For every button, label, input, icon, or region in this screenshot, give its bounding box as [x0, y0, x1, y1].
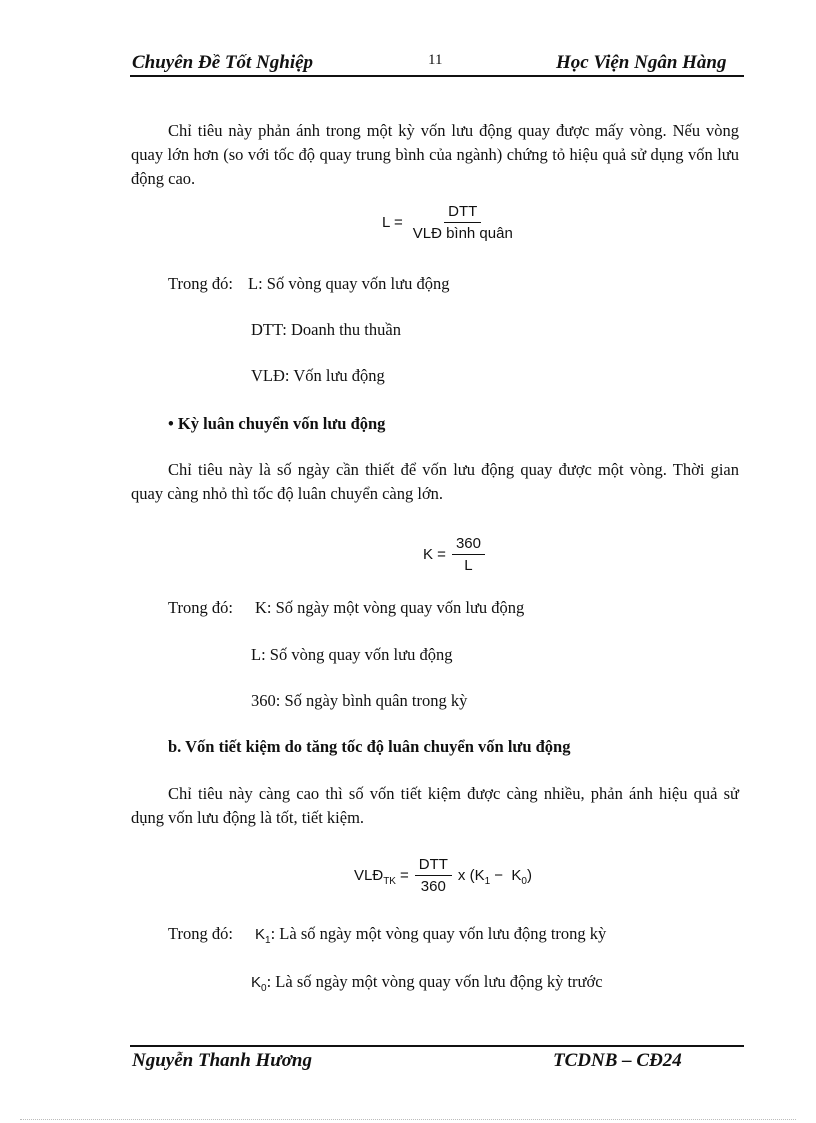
- formula-2-numerator: 360: [452, 535, 485, 555]
- formula-turnover-period: [423, 535, 491, 574]
- footer-class-code: TCDNB – CĐ24: [553, 1050, 682, 1071]
- where-3-k1-base: K: [255, 926, 266, 943]
- where-3-k0-base: K: [251, 974, 262, 991]
- formula-2-denominator: L: [464, 557, 473, 574]
- where-1-item-2: DTT: Doanh thu thuần: [251, 320, 401, 339]
- formula-3-minus: − K: [490, 867, 522, 884]
- where-2-label: Trong đó:: [168, 598, 233, 617]
- header-title-right: Học Viện Ngân Hàng: [556, 52, 727, 73]
- page-bottom-dotted-edge: [20, 1119, 796, 1120]
- bullet-heading-text: Kỳ luân chuyển vốn lưu động: [177, 414, 386, 433]
- formula-3-rhs-open: x (K: [457, 867, 485, 884]
- formula-3-rhs: [457, 867, 532, 887]
- formula-3-lhs-base: VLĐ: [354, 867, 384, 884]
- formula-3-lhs: [354, 867, 396, 887]
- where-3-item-1: [255, 924, 606, 944]
- formula-3-lhs-sub: TK: [383, 876, 396, 887]
- footer-divider: [130, 1045, 744, 1047]
- where-1-item-3: VLĐ: Vốn lưu động: [251, 366, 385, 385]
- bullet-heading: [168, 414, 385, 434]
- footer-author: Nguyễn Thanh Hương: [132, 1050, 312, 1071]
- formula-3-fraction: [415, 856, 452, 895]
- bullet-icon: •: [168, 414, 174, 433]
- formula-1-denominator: VLĐ bình quân: [412, 225, 513, 242]
- where-3-k0-text: : Là số ngày một vòng quay vốn lưu động kỳ trước: [266, 972, 603, 991]
- formula-capital-savings: [354, 856, 532, 895]
- where-2-item-1: K: Số ngày một vòng quay vốn lưu động: [255, 598, 525, 617]
- page-number: 11: [428, 52, 443, 68]
- formula-2-fraction: [452, 535, 485, 574]
- formula-2-lhs: K =: [423, 546, 446, 563]
- header-title-left: Chuyên Đề Tốt Nghiệp: [132, 52, 314, 73]
- formula-3-equals: =: [399, 867, 409, 884]
- formula-3-numerator: DTT: [415, 856, 452, 876]
- where-2-item-3: 360: Số ngày bình quân trong kỳ: [251, 691, 468, 710]
- where-3-k1-text: : Là số ngày một vòng quay vốn lưu động trong kỳ: [270, 924, 607, 943]
- section-b-heading: b. Vốn tiết kiệm do tăng tốc độ luân chuyển vốn lưu động: [168, 737, 571, 756]
- where-3-k1-sub: 1: [265, 935, 271, 946]
- where-3-k0-sub: 0: [261, 983, 267, 994]
- formula-3-k1-sub: 1: [484, 876, 491, 887]
- paragraph-3: Chỉ tiêu này càng cao thì số vốn tiết kiệm được càng nhiều, phản ánh hiệu quả sử dụng vốn lưu động là tốt, tiết kiệm.: [131, 784, 739, 827]
- formula-circulation-turns: [382, 203, 523, 242]
- paragraph-2: Chỉ tiêu này là số ngày cần thiết để vốn lưu động quay được một vòng. Thời gian quay càng nhỏ thì tốc độ luân chuyển càng lớn.: [131, 460, 739, 503]
- formula-1-numerator: DTT: [444, 203, 481, 223]
- formula-3-denominator: 360: [420, 878, 446, 895]
- header-divider: [130, 75, 744, 77]
- paragraph-1: Chỉ tiêu này phản ánh trong một kỳ vốn lưu động quay được mấy vòng. Nếu vòng quay lớn hơn (so với tốc độ quay trung bình của ngành) chứng tỏ hiệu quả sử dụng vốn lưu động cao.: [131, 121, 739, 188]
- where-2-item-2: L: Số vòng quay vốn lưu động: [251, 645, 453, 664]
- formula-3-close: ): [526, 867, 532, 884]
- where-3-label: Trong đó:: [168, 924, 233, 943]
- where-3-item-2: [251, 972, 603, 992]
- where-1-label: Trong đó:: [168, 274, 233, 293]
- where-1-item-1: L: Số vòng quay vốn lưu động: [248, 274, 450, 293]
- formula-3-k0-sub: 0: [521, 876, 527, 887]
- formula-1-fraction: [409, 203, 517, 242]
- formula-1-lhs: L =: [382, 214, 403, 231]
